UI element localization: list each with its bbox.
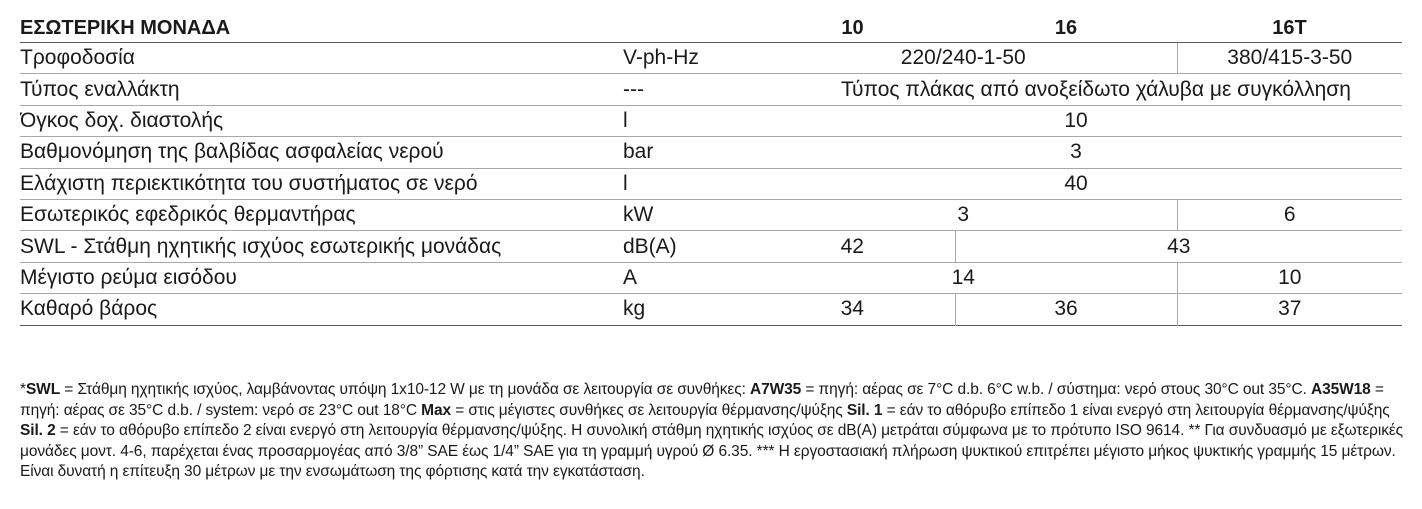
header-unit-cell	[620, 14, 750, 43]
row-unit: kW	[623, 203, 654, 227]
row-unit: l	[623, 108, 628, 132]
value-cell: 14	[951, 265, 975, 289]
value-cell: 10	[1064, 108, 1088, 132]
note-key: Max	[421, 401, 451, 419]
table-row	[20, 43, 1402, 74]
note-key: Sil. 1	[846, 401, 883, 419]
table-row	[20, 168, 1402, 199]
row-unit: bar	[623, 140, 654, 164]
note-text: = στις μέγιστες συνθήκες σε λειτουργία θέρμανσης/ψύξης	[451, 401, 847, 419]
row-label: Καθαρό βάρος	[20, 297, 158, 321]
row-label: Τροφοδοσία	[20, 46, 135, 70]
value-cell: 40	[1064, 171, 1088, 195]
value-cell: 3	[957, 203, 970, 227]
row-label: Τύπος εναλλάκτη	[20, 77, 180, 101]
value-cell: 380/415-3-50	[1177, 43, 1402, 74]
value-cell: 37	[1177, 294, 1402, 325]
row-unit: l	[623, 171, 628, 195]
note-key: Sil. 2	[20, 422, 56, 440]
note-text: = πηγή: αέρας σε 7°C d.b. 6°C w.b. / σύστημα: νερό στους 30°C out 35°C.	[801, 381, 1311, 398]
note-text: = Στάθμη ηχητικής ισχύος, λαμβάνοντας υπόψη 1x10-12 W με τη μονάδα σε λειτουργία σε συνθήκες:	[60, 381, 750, 398]
value-cell: Τύπος πλάκας από ανοξείδωτο χάλυβα με συγκόλληση	[841, 77, 1351, 101]
row-unit: kg	[623, 297, 646, 321]
note-text: = εάν το αθόρυβο επίπεδο 1 είναι ενεργό στη λειτουργία θέρμανσης/ψύξης	[882, 401, 1390, 419]
spec-table	[20, 14, 1402, 326]
value-cell: 42	[840, 234, 864, 258]
header-model-16t: 16T	[1177, 14, 1402, 43]
note-key: A7W35	[750, 381, 802, 398]
table-row	[20, 105, 1402, 136]
note-text: = πηγή: αέρας σε 35°C d.b. / system: νερό σε 23°C out 18°C	[20, 381, 1384, 419]
row-label: Ελάχιστη περιεκτικότητα του συστήματος σε νερό	[20, 171, 478, 195]
table-row	[20, 231, 1402, 262]
row-unit: V-ph-Hz	[623, 46, 699, 70]
row-label: Μέγιστο ρεύμα εισόδου	[20, 265, 237, 289]
value-cell: 36	[955, 294, 1177, 325]
header-model-16: 16	[955, 14, 1177, 43]
table-row	[20, 199, 1402, 230]
row-label: SWL - Στάθμη ηχητικής ισχύος εσωτερικής μονάδας	[20, 234, 502, 258]
footnotes	[20, 380, 1404, 483]
row-label: Βαθμονόμηση της βαλβίδας ασφαλείας νερού	[20, 140, 444, 164]
value-cell: 10	[1177, 262, 1402, 293]
table-title: ΕΣΩΤΕΡΙΚΗ ΜΟΝΑΔΑ	[20, 14, 620, 43]
table-row	[20, 137, 1402, 168]
note-key: A35W18	[1311, 381, 1371, 398]
row-unit: ---	[623, 77, 644, 101]
header-model-10: 10	[750, 14, 955, 43]
value-cell: 220/240-1-50	[900, 46, 1026, 70]
table-header-row	[20, 14, 1402, 43]
table-row	[20, 74, 1402, 105]
row-unit: A	[623, 265, 638, 289]
value-cell: 6	[1177, 199, 1402, 230]
note-key: SWL	[25, 381, 61, 398]
value-cell: 34	[840, 297, 864, 321]
value-cell: 3	[1070, 140, 1082, 164]
row-label: Όγκος δοχ. διαστολής	[20, 108, 224, 132]
note-text: *	[20, 381, 26, 398]
value-cell: 43	[955, 231, 1402, 262]
table-row	[20, 262, 1402, 293]
note-text: = εάν το αθόρυβο επίπεδο 2 είναι ενεργό στη λειτουργία θέρμανσης/ψύξης. Η συνολική στάθμη ηχητικής ισχύος σε dB(A) μετράται σύμφωνα με το πρότυπο ISO 9614. ** Για συνδυασμό με εξωτερικές μονάδες μοντ. 4-6, παρέχεται ένας προσαρμογέας από 3/8” SAE έως 1/4” SAE για τη γραμμή υγρού Ø 6.35. *** Η εργοστασιακή πλήρωση ψυκτικού επιτρέπει μέγιστο μήκος ψυκτικής γραμμής 15 μέτρων. Είναι δυνατή η επίτευξη 30 μέτρων με την ενσωμάτωση της φόρτισης κατά την εγκατάσταση.	[20, 422, 1404, 481]
row-label: Εσωτερικός εφεδρικός θερμαντήρας	[20, 203, 356, 227]
row-unit: dB(A)	[623, 234, 677, 258]
table-row	[20, 294, 1402, 325]
